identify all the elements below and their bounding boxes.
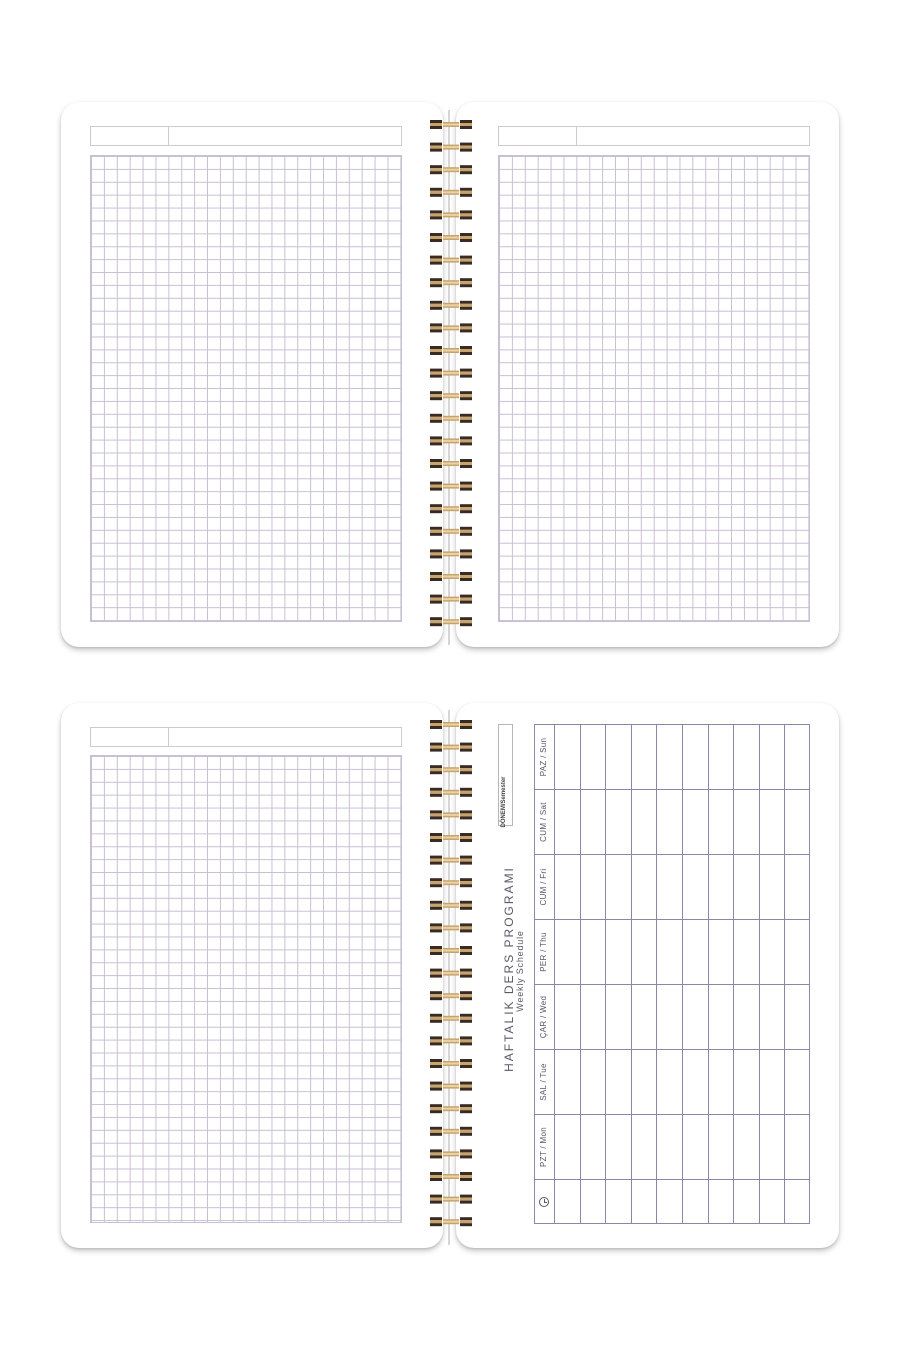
spiral-ring	[430, 788, 472, 797]
spiral-ring	[430, 991, 472, 1000]
period-divider	[656, 724, 657, 1224]
spiral-ring	[430, 346, 472, 355]
top-left-page	[61, 102, 443, 647]
row-divider	[534, 919, 810, 920]
spiral-ring	[430, 1149, 472, 1158]
table-border	[809, 724, 810, 1224]
grid-area	[90, 155, 402, 622]
day-label: ÇAR / Wed	[539, 995, 548, 1038]
spiral-binding	[426, 716, 474, 1236]
bottom-left-page	[61, 703, 443, 1248]
header-box	[90, 727, 402, 747]
schedule-title: HAFTALIK DERS PROGRAMI	[502, 866, 516, 1072]
spiral-ring	[430, 482, 472, 491]
spiral-ring	[430, 1172, 472, 1181]
bottom-right-page	[456, 703, 839, 1248]
spiral-ring	[430, 595, 472, 604]
spiral-ring	[430, 1104, 472, 1113]
header-box	[90, 126, 402, 146]
schedule-subtitle: Weekly Schedule	[515, 930, 525, 1012]
spiral-ring	[430, 504, 472, 513]
row-divider	[534, 854, 810, 855]
day-label: PAZ / Sun	[539, 737, 548, 776]
spiral-ring	[430, 1082, 472, 1091]
spiral-ring	[430, 743, 472, 752]
spiral-ring	[430, 1195, 472, 1204]
spiral-binding	[426, 116, 474, 636]
spiral-ring	[430, 369, 472, 378]
spiral-ring	[430, 549, 472, 558]
spiral-ring	[430, 617, 472, 626]
table-border	[534, 1223, 810, 1224]
day-label: PER / Thu	[539, 931, 548, 972]
day-label: CUM / Sat	[539, 801, 548, 842]
spiral-ring	[430, 878, 472, 887]
spiral-ring	[430, 572, 472, 581]
spiral-ring	[430, 833, 472, 842]
spiral-ring	[430, 391, 472, 400]
day-label: SAL / Tue	[539, 1062, 548, 1101]
day-label: PZT / Mon	[539, 1126, 548, 1167]
period-divider	[784, 724, 785, 1224]
spiral-ring	[430, 323, 472, 332]
table-border	[534, 724, 535, 1224]
spiral-ring	[430, 120, 472, 129]
period-divider	[733, 724, 734, 1224]
period-divider	[631, 724, 632, 1224]
semester-label: DÖNEM/Semester	[501, 776, 507, 828]
clock-icon	[539, 1197, 549, 1207]
day-label: CUM / Fri	[539, 868, 548, 905]
grid-area	[498, 155, 810, 622]
spiral-ring	[430, 414, 472, 423]
period-divider	[708, 724, 709, 1224]
spiral-ring	[430, 165, 472, 174]
spiral-ring	[430, 143, 472, 152]
row-divider	[534, 984, 810, 985]
spiral-ring	[430, 459, 472, 468]
period-divider	[605, 724, 606, 1224]
spiral-ring	[430, 527, 472, 536]
spiral-ring	[430, 946, 472, 955]
spiral-ring	[430, 233, 472, 242]
period-divider	[759, 724, 760, 1224]
spiral-ring	[430, 923, 472, 932]
spiral-ring	[430, 278, 472, 287]
spiral-ring	[430, 1217, 472, 1226]
period-divider	[682, 724, 683, 1224]
spiral-ring	[430, 1014, 472, 1023]
spiral-ring	[430, 1059, 472, 1068]
spiral-ring	[430, 810, 472, 819]
spiral-ring	[430, 1127, 472, 1136]
row-divider	[534, 1049, 810, 1050]
period-divider	[580, 724, 581, 1224]
grid-area	[90, 755, 402, 1223]
spiral-ring	[430, 901, 472, 910]
label-column-divider	[554, 724, 555, 1224]
top-right-page	[456, 102, 839, 647]
row-divider	[534, 1114, 810, 1115]
spiral-ring	[430, 765, 472, 774]
schedule-table	[534, 724, 810, 1224]
spiral-ring	[430, 301, 472, 310]
spiral-ring	[430, 436, 472, 445]
row-divider	[534, 1179, 810, 1180]
spiral-ring	[430, 720, 472, 729]
table-border	[534, 724, 810, 725]
spiral-ring	[430, 256, 472, 265]
spiral-ring	[430, 188, 472, 197]
spiral-ring	[430, 856, 472, 865]
spiral-ring	[430, 969, 472, 978]
spiral-ring	[430, 210, 472, 219]
header-box	[498, 126, 810, 146]
row-divider	[534, 789, 810, 790]
spiral-ring	[430, 1036, 472, 1045]
